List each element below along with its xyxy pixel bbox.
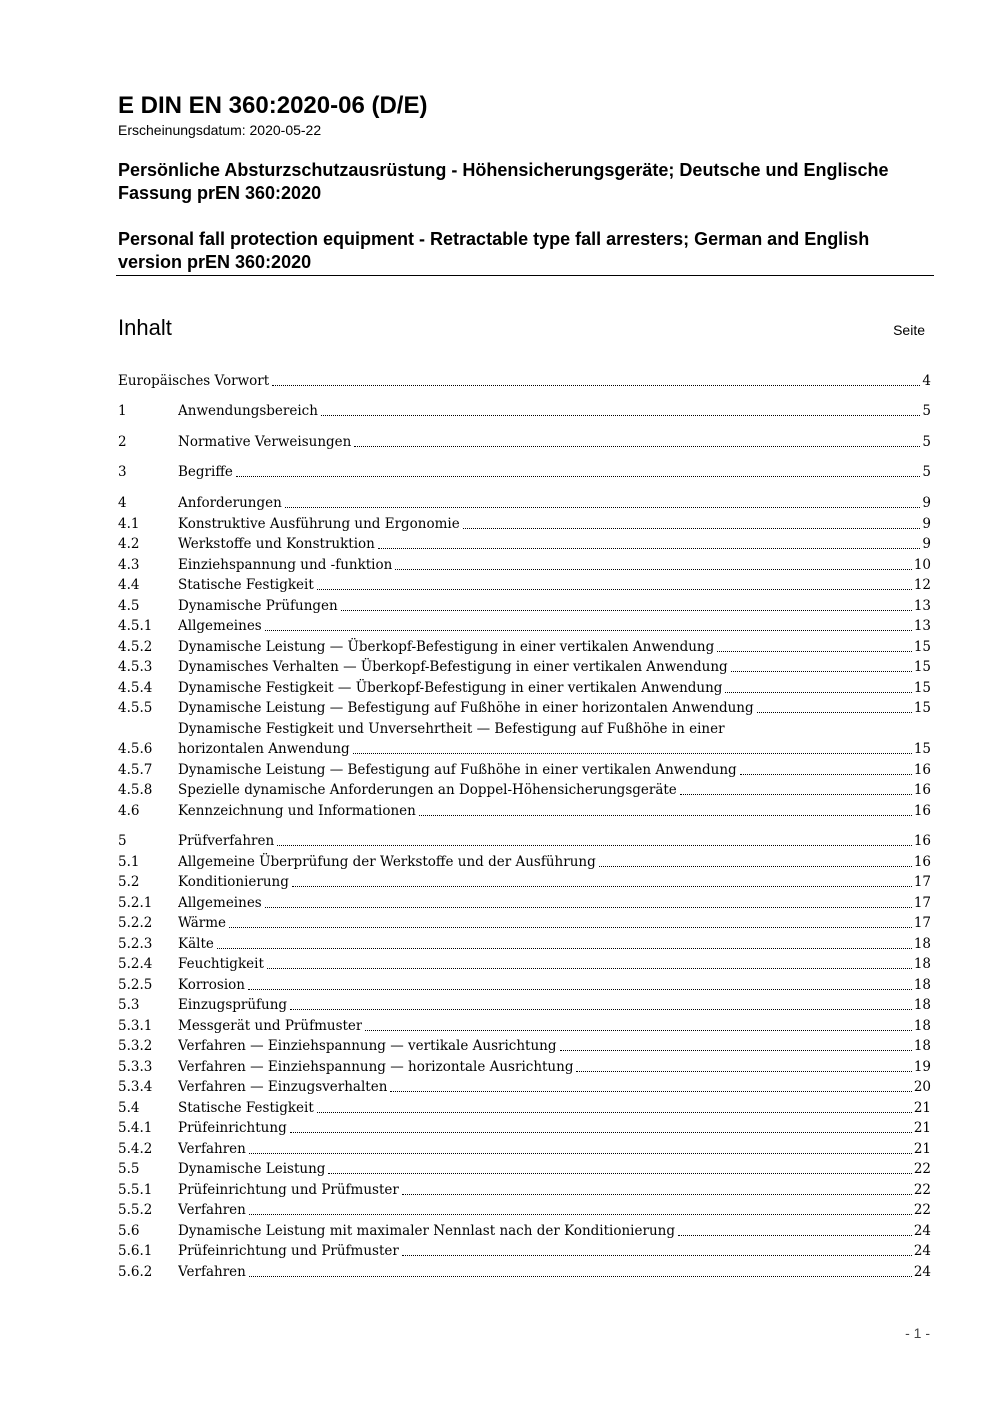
toc-entry-title: Konditionierung [178, 874, 289, 890]
toc-dot-leader [678, 1221, 912, 1236]
toc-entry-line [178, 1139, 931, 1159]
toc-entry-page: 17 [913, 874, 931, 890]
toc-dot-leader [599, 852, 912, 867]
toc-entry-number: 5.2.2 [118, 915, 153, 931]
toc-entry-page: 5 [922, 464, 931, 480]
toc-entry-title: Dynamische Leistung [178, 1161, 326, 1177]
toc-entry-page: 10 [913, 557, 931, 573]
toc-entry-line [178, 1241, 931, 1261]
toc-entry-page: 13 [913, 618, 931, 634]
toc-entry-number: 5.2 [118, 874, 140, 890]
toc-entry-title: Allgemeines [178, 618, 262, 634]
toc-dot-leader [328, 1159, 911, 1174]
toc-entry-page: 18 [913, 977, 931, 993]
toc-entry-page: 18 [913, 1038, 931, 1054]
toc-entry-page: 18 [913, 956, 931, 972]
toc-entry-page: 15 [913, 680, 931, 696]
toc-entry-title: Kälte [178, 936, 214, 952]
toc-entry[interactable] [118, 1098, 931, 1118]
toc-entry[interactable] [118, 801, 931, 821]
toc-page-column-label: Seite [893, 322, 925, 338]
toc-dot-leader [290, 995, 912, 1010]
toc-entry-page: 21 [913, 1120, 931, 1136]
toc-entry[interactable] [118, 1118, 931, 1138]
toc-entry-page: 17 [913, 895, 931, 911]
document-id: E DIN EN 360:2020-06 (D/E) [118, 92, 428, 119]
page-number: - 1 - [905, 1325, 930, 1341]
toc-dot-leader [285, 493, 921, 508]
toc-entry-page: 4 [922, 373, 931, 389]
toc-entry[interactable] [118, 1057, 931, 1077]
toc-entry[interactable] [118, 954, 931, 974]
toc-entry[interactable] [118, 913, 931, 933]
toc-entry-number: 4 [118, 495, 127, 511]
toc-entry-number: 5.5.1 [118, 1182, 153, 1198]
toc-entry-title: Verfahren — Einzugsverhalten [178, 1079, 388, 1095]
toc-entry-line [178, 616, 931, 636]
toc-entry-title: Dynamische Prüfungen [178, 598, 338, 614]
toc-dot-leader [248, 975, 912, 990]
toc-entry-title: Feuchtigkeit [178, 956, 264, 972]
toc-entry[interactable] [118, 1016, 931, 1036]
toc-entry[interactable] [118, 596, 931, 616]
toc-entry-number: 4.5.3 [118, 659, 153, 675]
toc-entry-number: 4.5.5 [118, 700, 153, 716]
toc-entry-title: Einzugsprüfung [178, 997, 288, 1013]
toc-entry-title: Anforderungen [178, 495, 282, 511]
toc-entry-title: Dynamische Festigkeit — Überkopf-Befestigung in einer vertikalen Anwendung [178, 680, 723, 696]
toc-entry[interactable] [118, 1139, 931, 1159]
toc-entry-line [178, 432, 931, 452]
toc-entry-page: 20 [913, 1079, 931, 1095]
toc-entry-number: 4.5.4 [118, 680, 153, 696]
toc-entry-line [178, 852, 931, 872]
toc-entry[interactable] [118, 493, 931, 513]
toc-dot-leader [725, 678, 911, 693]
toc-entry-title: Allgemeines [178, 895, 262, 911]
toc-entry-title-line1: Dynamische Festigkeit und Unversehrtheit — Befestigung auf Fußhöhe in einer [178, 721, 725, 737]
toc-entry-number: 4.5.2 [118, 639, 153, 655]
toc-entry-line [178, 893, 931, 913]
toc-entry-title: Dynamische Leistung mit maximaler Nennlast nach der Konditionierung [178, 1223, 675, 1239]
toc-entry-line [178, 698, 931, 718]
toc-entry-number: 2 [118, 434, 127, 450]
toc-entry-title: Dynamische Leistung — Überkopf-Befestigung in einer vertikalen Anwendung [178, 639, 715, 655]
toc-entry-line [178, 1057, 931, 1077]
toc-entry-number: 4.2 [118, 536, 140, 552]
toc-entry-page: 13 [913, 598, 931, 614]
toc-entry-title: Wärme [178, 915, 226, 931]
toc-entry[interactable] [118, 698, 931, 718]
toc-entry-title: Verfahren — Einziehspannung — vertikale Ausrichtung [178, 1038, 557, 1054]
toc-dot-leader [267, 954, 912, 969]
toc-entry-number: 4.4 [118, 577, 140, 593]
toc-entry[interactable] [118, 1221, 931, 1241]
toc-entry[interactable] [118, 934, 931, 954]
toc-dot-leader [419, 801, 912, 816]
toc-entry[interactable] [118, 1077, 931, 1097]
toc-dot-leader [354, 432, 920, 447]
toc-entry[interactable] [118, 995, 931, 1015]
publication-date: Erscheinungsdatum: 2020-05-22 [118, 122, 322, 138]
toc-entry-title: Verfahren [178, 1264, 246, 1280]
toc-entry[interactable] [118, 575, 931, 595]
toc-entry-line [178, 1077, 931, 1097]
toc-entry[interactable] [118, 432, 931, 452]
toc-entry-page: 16 [913, 782, 931, 798]
toc-entry-title: Verfahren [178, 1202, 246, 1218]
toc-entry-line [178, 975, 931, 995]
toc-entry-number: 5.4.2 [118, 1141, 153, 1157]
toc-entry-title: Dynamisches Verhalten — Überkopf-Befestigung in einer vertikalen Anwendung [178, 659, 728, 675]
toc-entry-title: Dynamische Leistung — Befestigung auf Fußhöhe in einer horizontalen Anwendung [178, 700, 754, 716]
toc-entry-page: 24 [913, 1243, 931, 1259]
toc-entry-line [178, 1200, 931, 1220]
toc-entry[interactable] [118, 780, 931, 800]
toc-entry-line [178, 637, 931, 657]
toc-entry-number: 5.2.5 [118, 977, 153, 993]
toc-entry-title: Statische Festigkeit [178, 577, 314, 593]
toc-entry[interactable] [118, 760, 931, 780]
toc-entry-title: Werkstoffe und Konstruktion [178, 536, 375, 552]
toc-entry-page: 18 [913, 997, 931, 1013]
title-german: Persönliche Absturzschutzausrüstung - Höhensicherungsgeräte; Deutsche und Englische Fassung prEN 360:2020 [118, 160, 889, 203]
toc-dot-leader [249, 1200, 912, 1215]
toc-dot-leader [277, 831, 912, 846]
toc-entry[interactable] [118, 831, 931, 851]
toc-entry-line [178, 1262, 931, 1282]
toc-entry[interactable] [118, 678, 931, 698]
toc-entry-number: 5.6.2 [118, 1264, 153, 1280]
toc-entry-title: Dynamische Leistung — Befestigung auf Fußhöhe in einer vertikalen Anwendung [178, 762, 737, 778]
toc-dot-leader [463, 514, 921, 529]
toc-entry[interactable] [118, 1036, 931, 1056]
toc-dot-leader [229, 913, 912, 928]
toc-entry-number: 5.3.2 [118, 1038, 153, 1054]
toc-entry-page: 18 [913, 936, 931, 952]
toc-entry-line [178, 534, 931, 554]
toc-entry[interactable] [118, 534, 931, 554]
toc-entry-line [178, 1159, 931, 1179]
toc-entry-page: 5 [922, 403, 931, 419]
toc-entry-number: 5.4.1 [118, 1120, 153, 1136]
toc-entry-page: 16 [913, 854, 931, 870]
toc-entry-title: Korrosion [178, 977, 245, 993]
toc-dot-leader [317, 575, 912, 590]
toc-entry[interactable] [118, 1159, 931, 1179]
toc-dot-leader [402, 1180, 912, 1195]
toc-entry-title: Verfahren [178, 1141, 246, 1157]
toc-entry-page: 9 [922, 516, 931, 532]
toc-entry-line [178, 555, 931, 575]
toc-entry[interactable] [118, 616, 931, 636]
toc-entry-number: 5.2.4 [118, 956, 153, 972]
toc-entry-number: 3 [118, 464, 127, 480]
toc-entry-number: 4.5.7 [118, 762, 153, 778]
toc-entry-number: 4.5.6 [118, 741, 153, 757]
toc-dot-leader [395, 555, 911, 570]
toc-entry-page: 24 [913, 1264, 931, 1280]
toc-entry-line [178, 831, 931, 851]
toc-entry[interactable] [118, 637, 931, 657]
toc-entry-title: Messgerät und Prüfmuster [178, 1018, 363, 1034]
toc-entry-line [178, 401, 931, 421]
toc-entry-title: horizontalen Anwendung [178, 741, 350, 757]
toc-entry-page: 19 [913, 1059, 931, 1075]
toc-entry-line [118, 371, 931, 391]
toc-entry-line [178, 801, 931, 821]
toc-entry-number: 5.5.2 [118, 1202, 153, 1218]
toc-entry-title: Prüfeinrichtung und Prüfmuster [178, 1243, 399, 1259]
toc-entry-page: 9 [922, 536, 931, 552]
toc-entry-title: Statische Festigkeit [178, 1100, 314, 1116]
toc-entry-number: 1 [118, 403, 127, 419]
toc-entry-page: 15 [913, 639, 931, 655]
toc-dot-leader [717, 637, 912, 652]
toc-entry-number: 5.6 [118, 1223, 140, 1239]
toc-entry-line [178, 596, 931, 616]
toc-entry-page: 22 [913, 1161, 931, 1177]
toc-entry-line [178, 780, 931, 800]
toc-dot-leader [265, 893, 912, 908]
toc-entry-line [178, 1098, 931, 1118]
toc-dot-leader [217, 934, 912, 949]
toc-entry-line [178, 760, 931, 780]
toc-dot-leader [290, 1118, 912, 1133]
toc-entry-number: 5.6.1 [118, 1243, 153, 1259]
toc-entry-number: 5 [118, 833, 127, 849]
toc-entry-line [178, 514, 931, 534]
toc-entry-page: 16 [913, 762, 931, 778]
toc-dot-leader [272, 371, 920, 386]
toc-entry[interactable] [118, 872, 931, 892]
toc-entry-line [178, 493, 931, 513]
toc-entry-line [178, 739, 931, 759]
toc-dot-leader [249, 1139, 912, 1154]
toc-entry-number: 5.2.3 [118, 936, 153, 952]
toc-dot-leader [341, 596, 912, 611]
toc-entry-line [178, 872, 931, 892]
toc-entry-number: 4.5.8 [118, 782, 153, 798]
toc-entry[interactable] [118, 1200, 931, 1220]
toc-entry-title: Europäisches Vorwort [118, 373, 270, 389]
toc-entry-number: 5.3 [118, 997, 140, 1013]
toc-entry[interactable] [118, 1180, 931, 1200]
toc-entry-line [178, 1016, 931, 1036]
toc-dot-leader [390, 1077, 911, 1092]
toc-dot-leader [236, 462, 921, 477]
toc-dot-leader [378, 534, 921, 549]
toc-dot-leader [353, 739, 912, 754]
toc-entry-line [178, 678, 931, 698]
toc-dot-leader [292, 872, 912, 887]
toc-entry-line [178, 575, 931, 595]
toc-entry-number: 5.3.1 [118, 1018, 153, 1034]
toc-entry-line [178, 995, 931, 1015]
toc-dot-leader [560, 1036, 912, 1051]
toc-entry-number: 5.1 [118, 854, 140, 870]
toc-entry-line [178, 1180, 931, 1200]
toc-entry-number: 5.2.1 [118, 895, 153, 911]
toc-entry-line [178, 657, 931, 677]
toc-entry-number: 5.3.3 [118, 1059, 153, 1075]
toc-entry-page: 22 [913, 1202, 931, 1218]
toc-entry-number: 4.1 [118, 516, 140, 532]
toc-entry-page: 5 [922, 434, 931, 450]
toc-entry[interactable] [118, 975, 931, 995]
toc-dot-leader [317, 1098, 912, 1113]
toc-entry-number: 5.3.4 [118, 1079, 153, 1095]
toc-entry-line [178, 1221, 931, 1241]
toc-entry-number: 4.3 [118, 557, 140, 573]
toc-entry-title: Anwendungsbereich [178, 403, 318, 419]
toc-entry-title: Kennzeichnung und Informationen [178, 803, 416, 819]
toc-entry-page: 17 [913, 915, 931, 931]
toc-entry-page: 15 [913, 659, 931, 675]
toc-entry-title: Prüfverfahren [178, 833, 275, 849]
toc-entry-line [178, 913, 931, 933]
toc-entry[interactable] [118, 1262, 931, 1282]
toc-entry-title: Spezielle dynamische Anforderungen an Doppel-Höhensicherungsgeräte [178, 782, 677, 798]
toc-entry-title: Normative Verweisungen [178, 434, 352, 450]
toc-entry[interactable] [118, 371, 931, 391]
toc-entry-number: 4.5.1 [118, 618, 153, 634]
toc-entry-line [178, 462, 931, 482]
toc-entry-title: Prüfeinrichtung [178, 1120, 287, 1136]
toc-entry[interactable] [118, 893, 931, 913]
toc-entry[interactable] [118, 462, 931, 482]
toc-entry[interactable] [118, 721, 931, 759]
toc-entry-title: Prüfeinrichtung und Prüfmuster [178, 1182, 399, 1198]
toc-entry-line [178, 1036, 931, 1056]
toc-dot-leader [365, 1016, 911, 1031]
toc-entry-title: Einziehspannung und -funktion [178, 557, 393, 573]
toc-dot-leader [757, 698, 912, 713]
toc-entry[interactable] [118, 852, 931, 872]
toc-entry-page: 15 [913, 700, 931, 716]
toc-dot-leader [249, 1262, 912, 1277]
toc-entry-page: 16 [913, 833, 931, 849]
toc-dot-leader [402, 1241, 912, 1256]
toc-entry-page: 16 [913, 803, 931, 819]
toc-entry[interactable] [118, 401, 931, 421]
toc-entry-title: Verfahren — Einziehspannung — horizontale Ausrichtung [178, 1059, 574, 1075]
toc-entry-line [178, 934, 931, 954]
toc-entry-number: 5.4 [118, 1100, 140, 1116]
toc-heading: Inhalt [118, 315, 172, 340]
toc-entry[interactable] [118, 1241, 931, 1261]
toc-dot-leader [576, 1057, 911, 1072]
toc-entry-title: Begriffe [178, 464, 233, 480]
toc-entry-number: 4.6 [118, 803, 140, 819]
toc-entry[interactable] [118, 657, 931, 677]
toc-entry-page: 15 [913, 741, 931, 757]
toc-entry[interactable] [118, 514, 931, 534]
toc-entry-page: 9 [922, 495, 931, 511]
toc-entry-line [178, 954, 931, 974]
title-english: Personal fall protection equipment - Retractable type fall arresters; German and English version prEN 360:2020 [118, 229, 870, 272]
toc-entry-page: 18 [913, 1018, 931, 1034]
toc-dot-leader [680, 780, 912, 795]
toc-entry-number: 5.5 [118, 1161, 140, 1177]
toc-entry-line [178, 1118, 931, 1138]
toc-entry-page: 21 [913, 1100, 931, 1116]
toc-entry-title: Allgemeine Überprüfung der Werkstoffe und der Ausführung [178, 854, 596, 870]
toc-entry-number: 4.5 [118, 598, 140, 614]
header-divider [116, 275, 934, 276]
toc-entry-page: 12 [913, 577, 931, 593]
toc-dot-leader [265, 616, 912, 631]
toc-entry-page: 21 [913, 1141, 931, 1157]
toc-dot-leader [321, 401, 920, 416]
toc-entry[interactable] [118, 555, 931, 575]
toc-entry-page: 22 [913, 1182, 931, 1198]
toc-entry-page: 24 [913, 1223, 931, 1239]
toc-dot-leader [740, 760, 912, 775]
toc-entry-title: Konstruktive Ausführung und Ergonomie [178, 516, 460, 532]
toc-dot-leader [731, 657, 912, 672]
